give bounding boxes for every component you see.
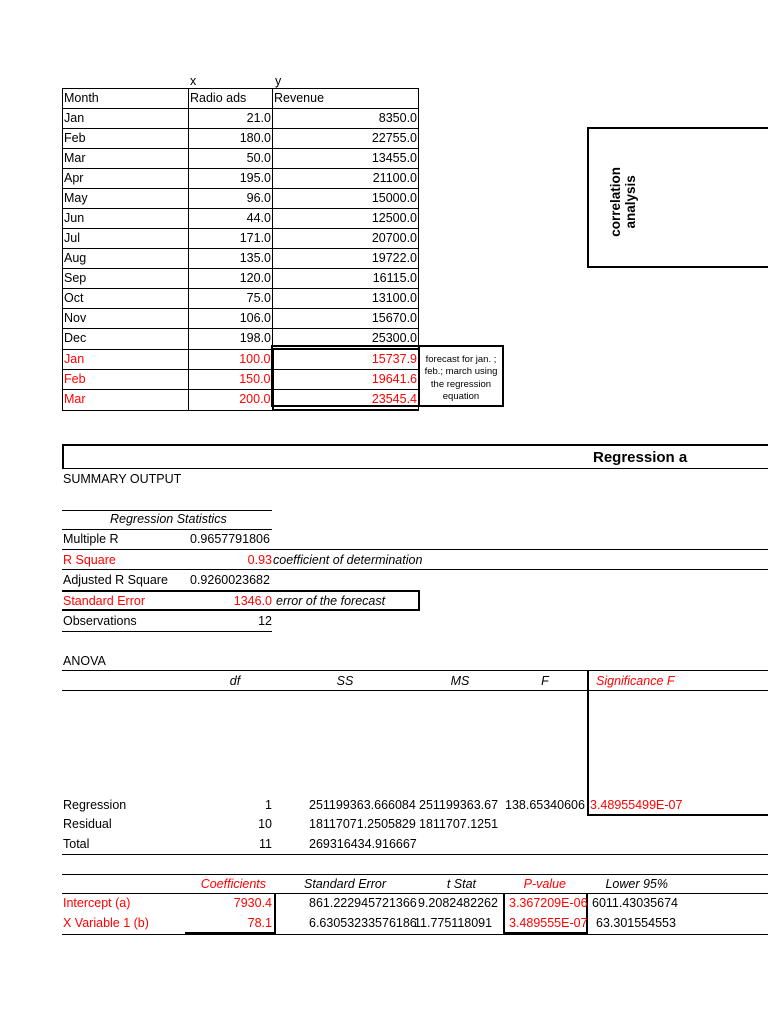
revenue-cell: 13455.0 [273, 149, 419, 169]
month-cell: Feb [63, 129, 189, 149]
month-cell: Jun [63, 209, 189, 229]
radio-ads-cell: 106.0 [189, 309, 273, 329]
anova-total-label: Total [63, 837, 90, 851]
month-cell: May [63, 189, 189, 209]
x-variable-lower-95: 63.301554553 [596, 916, 676, 930]
radio-ads-cell: 50.0 [189, 149, 273, 169]
anova-residual-df: 10 [258, 817, 272, 831]
table-row [63, 309, 419, 329]
forecast-radio-ads-cell: 100.0 [189, 349, 273, 370]
table-header-row [63, 89, 419, 109]
month-cell: Jan [63, 109, 189, 129]
radio-ads-cell: 21.0 [189, 109, 273, 129]
forecast-note-line: feb.; march using [424, 366, 498, 377]
standard-error-note: error of the forecast [276, 594, 386, 608]
revenue-cell: 20700.0 [273, 229, 419, 249]
radio-ads-cell: 120.0 [189, 269, 273, 289]
month-cell: Apr [63, 169, 189, 189]
table-row [63, 269, 419, 289]
y-variable-label: y [275, 74, 282, 88]
revenue-cell: 15000.0 [273, 189, 419, 209]
correlation-title-line2: analysis [623, 175, 638, 229]
radio-ads-cell: 198.0 [189, 329, 273, 350]
standard-error-label: Standard Error [63, 594, 145, 608]
month-cell: Sep [63, 269, 189, 289]
table-row [63, 229, 419, 249]
forecast-note-line: equation [442, 391, 480, 402]
anova-header-ss: SS [336, 674, 354, 688]
regression-header-left-border [62, 444, 64, 468]
anova-regression-label: Regression [63, 798, 127, 812]
correlation-analysis-box [587, 127, 768, 268]
anova-header-f: F [541, 674, 549, 688]
stats-header-bottom-border [62, 529, 272, 530]
radio-ads-cell: 75.0 [189, 289, 273, 309]
forecast-revenue-cell: 19641.6 [273, 370, 419, 390]
anova-total-ss: 269316434.916667 [309, 837, 417, 851]
regression-header-top-border [62, 444, 768, 446]
observations-value: 12 [258, 614, 272, 628]
table-row [63, 149, 419, 169]
anova-header-significance-f: Significance F [596, 674, 675, 688]
forecast-note-box [418, 345, 504, 407]
radio-ads-cell: 180.0 [189, 129, 273, 149]
anova-residual-label: Residual [63, 817, 112, 831]
correlation-analysis-text [609, 147, 639, 257]
forecast-month-cell: Mar [63, 390, 189, 411]
x-variable-label: X Variable 1 (b) [63, 916, 149, 930]
observations-label: Observations [63, 614, 137, 628]
forecast-note-line: the regression [430, 379, 492, 390]
anova-regression-significance-f: 3.48955499E-07 [590, 798, 683, 812]
revenue-cell: 22755.0 [273, 129, 419, 149]
standard-error-value: 1346.0 [233, 594, 272, 608]
r-square-note: coefficient of determination [273, 553, 423, 567]
intercept-lower-95: 6011.43035674 [592, 896, 678, 910]
table-row [63, 169, 419, 189]
observations-bottom-border [62, 631, 272, 632]
anova-regression-ms: 251199363.67 [419, 798, 499, 812]
anova-total-df: 11 [259, 837, 272, 851]
radio-ads-cell: 171.0 [189, 229, 273, 249]
coef-header-t-stat: t Stat [446, 877, 476, 891]
revenue-cell: 19722.0 [273, 249, 419, 269]
table-row [63, 129, 419, 149]
radio-ads-cell: 44.0 [189, 209, 273, 229]
intercept-coefficient: 7930.4 [233, 896, 272, 910]
month-cell: Oct [63, 289, 189, 309]
forecast-revenue-cell: 23545.4 [273, 390, 419, 411]
forecast-month-cell: Feb [63, 370, 189, 390]
radio-ads-cell: 195.0 [189, 169, 273, 189]
table-row [63, 109, 419, 129]
anova-title: ANOVA [63, 654, 106, 668]
regression-header-bottom-border [62, 468, 768, 469]
anova-header-ms: MS [450, 674, 470, 688]
radio-ads-cell: 135.0 [189, 249, 273, 269]
multiple-r-value: 0.9657791806 [190, 532, 270, 546]
coef-header-coefficients: Coefficients [200, 877, 266, 891]
month-cell: Aug [63, 249, 189, 269]
r-square-label: R Square [63, 553, 116, 567]
intercept-label: Intercept (a) [63, 896, 131, 910]
summary-output-title: SUMMARY OUTPUT [63, 472, 182, 486]
coef-header-bottom-border [62, 893, 768, 894]
x-variable-t-stat: 11.775118091 [414, 916, 493, 930]
table-row [63, 209, 419, 229]
x-variable-p-value: 3.489555E-07 [509, 916, 588, 930]
anova-regression-f: 138.65340606 [505, 798, 585, 812]
month-cell: Jul [63, 229, 189, 249]
regression-statistics-header: Regression Statistics [110, 512, 227, 526]
correlation-title-line1: correlation [608, 166, 624, 237]
anova-total-bottom-border [62, 854, 768, 855]
table-row [63, 249, 419, 269]
adjusted-r-square-label: Adjusted R Square [63, 573, 168, 587]
stats-header-top-border [62, 510, 272, 511]
x-variable-label: x [190, 74, 197, 88]
revenue-cell: 21100.0 [273, 169, 419, 189]
significance-f-highlight-box [587, 670, 768, 816]
forecast-radio-ads-cell: 200.0 [189, 390, 273, 411]
revenue-cell: 16115.0 [273, 269, 419, 289]
intercept-standard-error: 861.222945721366 [309, 896, 417, 910]
x-variable-standard-error: 6.63053233576186 [309, 916, 417, 930]
coef-header-lower-95: Lower 95% [605, 877, 668, 891]
forecast-values-box [271, 345, 420, 407]
header-month: Month [63, 89, 189, 109]
anova-residual-ss: 18117071.2505829 [309, 817, 416, 831]
intercept-t-stat: 9.2082482262 [418, 896, 498, 910]
adjusted-r-square-value: 0.9260023682 [190, 573, 270, 587]
coef-bottom-border [62, 934, 768, 935]
forecast-month-cell: Jan [63, 349, 189, 370]
radio-ads-cell: 96.0 [189, 189, 273, 209]
coef-header-top-border [62, 874, 768, 875]
anova-regression-ss: 251199363.666084 [309, 798, 416, 812]
revenue-cell: 15670.0 [273, 309, 419, 329]
r-square-value: 0.93 [247, 553, 272, 567]
intercept-p-value: 3.367209E-06 [509, 896, 588, 910]
coef-header-p-value: P-value [523, 877, 566, 891]
multiple-r-label: Multiple R [63, 532, 119, 546]
table-row [63, 289, 419, 309]
forecast-radio-ads-cell: 150.0 [189, 370, 273, 390]
x-variable-coefficient: 78.1 [247, 916, 272, 930]
forecast-revenue-cell: 15737.9 [273, 349, 419, 370]
anova-regression-df: 1 [265, 798, 272, 812]
month-cell: Mar [63, 149, 189, 169]
regression-analysis-title: Regression a [593, 449, 688, 466]
coef-header-standard-error: Standard Error [304, 877, 386, 891]
forecast-note-line: forecast for jan. ; [425, 354, 497, 365]
revenue-cell: 8350.0 [273, 109, 419, 129]
table-row [63, 189, 419, 209]
revenue-cell: 12500.0 [273, 209, 419, 229]
revenue-cell: 13100.0 [273, 289, 419, 309]
month-cell: Dec [63, 329, 189, 350]
month-cell: Nov [63, 309, 189, 329]
header-revenue: Revenue [273, 89, 419, 109]
anova-header-df: df [229, 674, 241, 688]
revenue-cell: 25300.0 [273, 329, 419, 350]
anova-residual-ms: 1811707.1251 [419, 817, 499, 831]
header-radio-ads: Radio ads [189, 89, 273, 109]
